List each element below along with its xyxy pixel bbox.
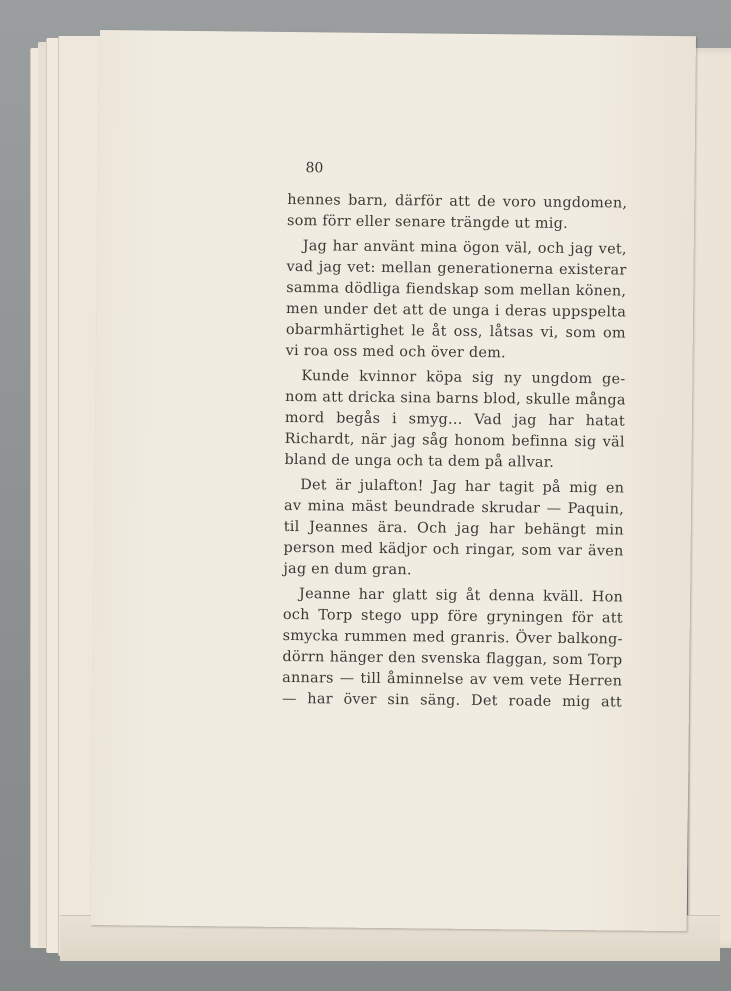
text-line: til Jeannes ära. Och jag har behängt min — [283, 518, 624, 539]
text-line: vad jag vet: mellan generationerna existerar — [286, 258, 627, 279]
text-line: nom att dricka sina barns blod, skulle många — [285, 388, 626, 409]
body-text — [282, 190, 627, 714]
text-line: jag en dum gran. — [283, 560, 412, 579]
text-line: Det är julafton! Jag har tagit på mig en — [300, 477, 625, 497]
text-line: Jeanne har glatt sig åt denna kväll. Hon — [299, 586, 624, 606]
text-line: Jag har använt mina ögon väl, och jag vet, — [302, 238, 627, 258]
text-line: av mina mäst beundrade skrudar — Paquin, — [283, 497, 625, 518]
book-page — [91, 30, 696, 931]
text-line: obarmhärtighet le åt oss, låtsas vi, som om — [285, 321, 626, 342]
text-line: och Torp stego upp före gryningen för att — [282, 606, 623, 627]
text-line: men under det att de unga i deras uppspelta — [286, 300, 627, 321]
page-number: 80 — [305, 160, 324, 177]
text-line: mord begås i smyg... Vad jag har hatat — [284, 409, 626, 430]
facing-page-edge — [688, 48, 731, 948]
text-line: hennes barn, därför att de voro ungdomen, — [287, 191, 628, 212]
text-line: annars — till åminnelse av vem vete Herren — [282, 669, 623, 690]
text-line: dörrn hänger den svenska flaggan, som Torp — [282, 648, 623, 669]
text-line: vi roa oss med och över dem. — [285, 342, 506, 362]
text-line: som förr eller senare trängde ut mig. — [286, 212, 569, 232]
text-line: Richardt, när jag såg honom befinna sig väl — [284, 430, 625, 451]
text-line: Kunde kvinnor köpa sig ny ungdom ge- — [301, 368, 626, 388]
text-line: person med kädjor och ringar, som var även — [283, 539, 624, 560]
text-line: bland de unga och ta dem på allvar. — [284, 451, 555, 471]
text-line: smycka rummen med granris. Över balkong- — [282, 627, 623, 648]
text-line: — har över sin säng. Det roade mig att — [281, 690, 623, 711]
text-line: samma dödliga fiendskap som mellan könen, — [286, 279, 627, 300]
